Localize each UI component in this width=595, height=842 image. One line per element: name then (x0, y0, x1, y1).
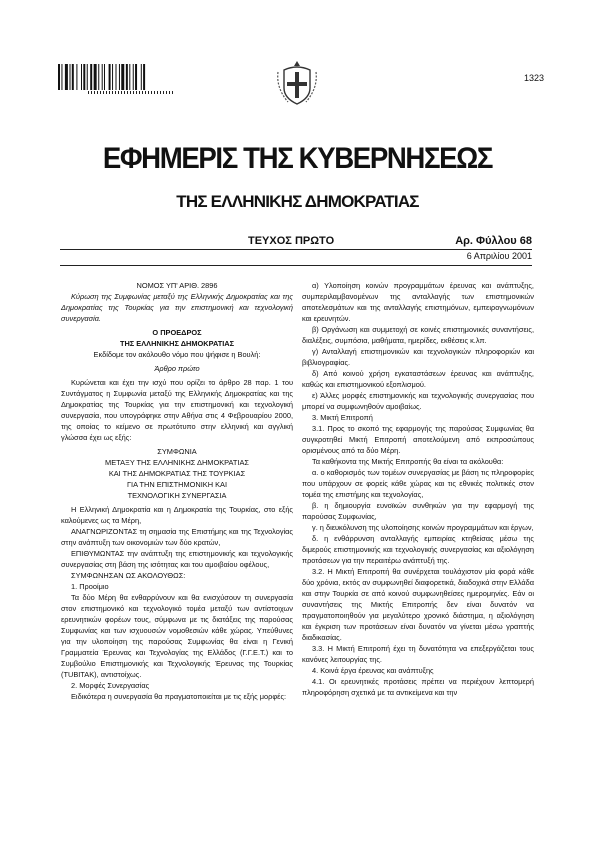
agreement-heading-3: ΚΑΙ ΤΗΣ ΔΗΜΟΚΡΑΤΙΑΣ ΤΗΣ ΤΟΥΡΚΙΑΣ (108, 469, 246, 478)
article-text: Κυρώνεται και έχει την ισχύ που ορίζει το άρθρο 28 παρ. 1 του Συντάγματος η Συμφωνία μεταξύ της Ελληνικής Δημοκρατίας και της Δημοκρατίας της Τουρκίας για την επιστημονική και τεχνολογική συνεργασία, που υπογράφηκε στην Αθήνα στις 4 Φεβρουαρίου 2000, της οποίας το κείμενο σε πρωτότυπο στην ελληνική και αγγλική γλώσσα έχει ως εξής: (61, 378, 293, 442)
page-number: 1323 (523, 73, 544, 83)
gazette-title: ΕΦΗΜΕΡΙΣ ΤΗΣ ΚΥΒΕΡΝΗΣΕΩΣ (102, 142, 493, 175)
president-heading-2: ΤΗΣ ΕΛΛΗΝΙΚΗΣ ΔΗΜΟΚΡΑΤΙΑΣ (119, 339, 235, 348)
president-heading: Ο ΠΡΟΕΔΡΟΣ (152, 328, 202, 337)
paragraph: 3.3. Η Μικτή Επιτροπή έχει τη δυνατότητα να επεξεργάζεται τους κανόνες λειτουργίας της. (302, 644, 534, 664)
enactment-clause: Εκδίδομε τον ακόλουθο νόμο που ψήφισε η Βουλή: (93, 350, 261, 359)
header-rule-bottom (60, 265, 532, 266)
paragraph: Ειδικότερα η συνεργασία θα πραγματοποιείται με τις εξής μορφές: (71, 692, 287, 701)
agreement-heading-5: ΤΕΧΝΟΛΟΓΙΚΗ ΣΥΝΕΡΓΑΣΙΑ (127, 491, 227, 500)
paragraph: Τα καθήκοντα της Μικτής Επιτροπής θα είναι τα ακόλουθα: (312, 457, 504, 466)
list-item: δ) Από κοινού χρήση εγκαταστάσεων έρευνας και ανάπτυξης, καθώς και επιστημονικού εξοπλισμού. (302, 369, 534, 389)
paragraph: ΑΝΑΓΝΩΡΙΖΟΝΤΑΣ τη σημασία της Επιστήμης και της Τεχνολογίας στην ανάπτυξη των οικονομιών των δύο κρατών, (61, 527, 293, 547)
list-item: δ. η ενθάρρυνση ανταλλαγής εμπειρίας κτηθείσας μέσω της διμερούς επιστημονικής και τεχνολογικής συνεργασίας και αξιολόγηση προτάσεων για την περαιτέρω ανάπτυξή της. (302, 534, 534, 565)
greek-coat-of-arms-icon (274, 58, 320, 106)
agreement-heading-2: ΜΕΤΑΞΥ ΤΗΣ ΕΛΛΗΝΙΚΗΣ ΔΗΜΟΚΡΑΤΙΑΣ (105, 458, 249, 467)
list-item: α. ο καθορισμός των τομέων συνεργασίας με βάση τις πληροφορίες που υπάρχουν σε φορείς κάθε χώρας και τις εθνικές πολιτικές στον τομέα της επιστήμης και τεχνολογίας, (302, 468, 534, 499)
paragraph: Η Ελληνική Δημοκρατία και η Δημοκρατία της Τουρκίας, στο εξής καλούμενες ως τα Μέρη, (61, 505, 293, 525)
list-item: γ) Ανταλλαγή επιστημονικών και τεχνολογικών πληροφοριών και βιβλιογραφίας. (302, 347, 534, 367)
paragraph: Τα δύο Μέρη θα ενθαρρύνουν και θα ενισχύσουν τη συνεργασία στον επιστημονικό και τεχνολογικό τομέα μεταξύ των αντίστοιχων ερευνητικών φορέων τους, σύμφωνα με τις διατάξεις της παρούσας Συμφωνίας και των ισχυουσών νομοθεσιών κάθε χώρας. Υπεύθυνες για την υλοποίηση της παρούσας Συμφωνίας θα είναι η Γενική Γραμματεία Έρευνας και Τεχνολογίας της Ελλάδος (Γ.Γ.Ε.Τ.) και το Συμβούλιο Επιστημονικής και Τεχνολογικής Έρευνας της Τουρκίας (TUBITAK), αντιστοίχως. (61, 593, 293, 679)
section-heading: 1. Προοίμιο (71, 582, 109, 591)
list-item: α) Υλοποίηση κοινών προγραμμάτων έρευνας και ανάπτυξης, συμπεριλαμβανομένων της ανταλλαγής των επιστημονικών αποτελεσμάτων και της ανταλλαγής επιστημόνων, εμπειρογνωμόνων και ερευνητών. (302, 281, 534, 323)
issue-label: ΤΕΥΧΟΣ ΠΡΩΤΟ (248, 235, 335, 247)
paragraph: ΕΠΙΘΥΜΩΝΤΑΣ την ανάπτυξη της επιστημονικής και τεχνολογικής συνεργασίας στη βάση της ισότητας και του αμοιβαίου οφέλους, (61, 549, 293, 569)
list-item: β) Οργάνωση και συμμετοχή σε κοινές επιστημονικές συναντήσεις, διαλέξεις, συμπόσια, μαθήματα, ημερίδες, εκθέσεις κ.λπ. (302, 325, 534, 345)
section-heading: 2. Μορφές Συνεργασίας (71, 681, 150, 690)
gazette-subtitle: ΤΗΣ ΕΛΛΗΝΙΚΗΣ ΔΗΜΟΚΡΑΤΙΑΣ (176, 192, 419, 211)
left-column (61, 280, 293, 702)
issue-date: 6 Απριλίου 2001 (466, 251, 532, 261)
law-caption: Κύρωση της Συμφωνίας μεταξύ της Ελληνικής Δημοκρατίας και της Δημοκρατίας της Τουρκίας για την επιστημονική και τεχνολογική συνεργασία. (61, 292, 293, 323)
list-item: β. η δημιουργία ευνοϊκών συνθηκών για την εφαρμογή της παρούσας Συμφωνίας, (302, 501, 534, 521)
paragraph: ΣΥΜΦΩΝΗΣΑΝ ΩΣ ΑΚΟΛΟΥΘΩΣ: (71, 571, 186, 580)
paragraph: 4.1. Οι ερευνητικές προτάσεις πρέπει να περιέχουν λεπτομερή πληροφόρηση σχετικά με τα αντικείμενα και την (302, 677, 534, 697)
list-item: γ. η διευκόλυνση της υλοποίησης κοινών προγραμμάτων και έργων, (312, 523, 534, 532)
barcode-icon (58, 64, 174, 90)
header-rule-top (60, 249, 532, 250)
sheet-number: Αρ. Φύλλου 68 (455, 235, 532, 247)
right-column (302, 280, 534, 698)
section-heading: 4. Κοινά έργα έρευνας και ανάπτυξης (312, 666, 434, 675)
law-number: ΝΟΜΟΣ ΥΠ' ΑΡΙΘ. 2896 (136, 281, 218, 290)
list-item: ε) Άλλες μορφές επιστημονικής και τεχνολογικής συνεργασίας που μπορεί να συμφωνηθούν αμοιβαίως. (302, 391, 534, 411)
article-heading: Άρθρο πρώτο (154, 364, 200, 373)
paragraph: 3.2. Η Μικτή Επιτροπή θα συνέρχεται τουλάχιστον μία φορά κάθε δύο χρόνια, εκτός αν συμφωνηθεί διαφορετικά, διαδοχικά στην Ελλάδα και στην Τουρκία σε από κοινού συμφωνηθείσες ημερομηνίες. Εάν οι συναντήσεις της Μικτής Επιτροπής δεν είναι δυνατόν να πραγματοποιηθούν για μεγαλύτερο χρονικό διάστημα, η αξιολόγηση και έγκριση των προτάσεων είναι δυνατόν να γίνεται μέσω γραπτής διαδικασίας. (302, 567, 534, 642)
barcode-caption (88, 91, 174, 94)
section-heading: 3. Μικτή Επιτροπή (312, 413, 373, 422)
paragraph: 3.1. Προς το σκοπό της εφαρμογής της παρούσας Συμφωνίας θα συγκροτηθεί Μικτή Επιτροπή αποτελούμενη από εκπροσώπους ορισμένους από τα δύο Μέρη. (302, 424, 534, 455)
agreement-heading-4: ΓΙΑ ΤΗΝ ΕΠΙΣΤΗΜΟΝΙΚΗ ΚΑΙ (126, 480, 228, 489)
agreement-heading: ΣΥΜΦΩΝΙΑ (157, 447, 197, 456)
